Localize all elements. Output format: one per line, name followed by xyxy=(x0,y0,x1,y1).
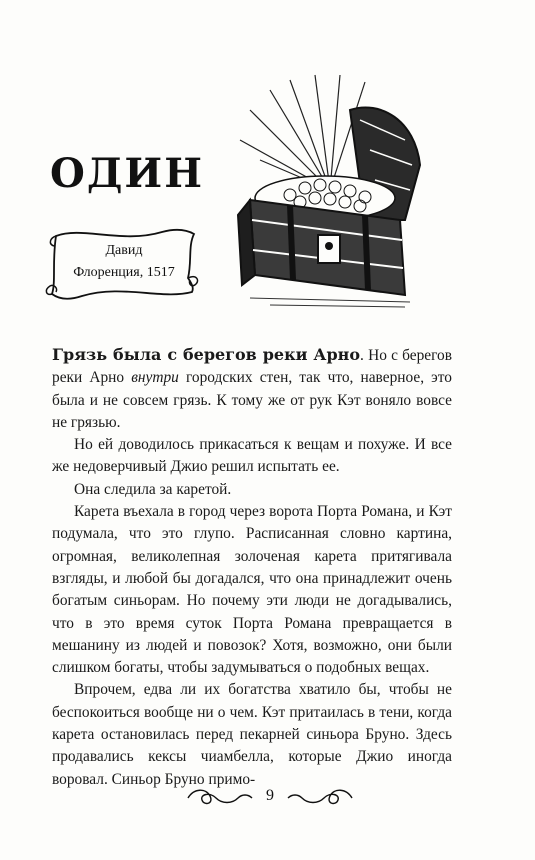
italic-word: внутри xyxy=(131,369,179,387)
page-footer xyxy=(180,782,360,812)
banner-name: Давид xyxy=(105,243,143,258)
paragraph-1 xyxy=(52,344,452,434)
chapter-title: ОДИН xyxy=(50,150,204,197)
paragraph-4: Карета въехала в город через ворота Порта Романа, и Кэт подумала, что это глупо. Расписанная словно картина, огромная, великолепная золоченая карета притягивала взгляды, и любой бы догадался, что она принадлежит очень богатым синьорам. Но почему эти люди не догадывались, что в это время суток Порта Романа превращается в мешанину из людей и повозок? Хотя, возможно, они были слишком богаты, чтобы задумываться о подобных вещах. xyxy=(52,503,452,677)
paragraph-1-text-a: . Но с берегов реки Арно xyxy=(52,347,452,387)
chapter-body xyxy=(52,344,452,791)
opening-words: Грязь была с берегов реки Арно xyxy=(52,345,361,364)
paragraph-5: Впрочем, едва ли их богатства хватило бы, чтобы не беспокоиться вообще ни о чем. Кэт притаилась в тени, когда карета остановилась перед пекарней синьора Бруно. Здесь продавались кексы чиамбелла, которые Джио иногда воровал. Синьор Бруно примо- xyxy=(52,681,452,788)
paragraph-2: Но ей доводилось прикасаться к вещам и похуже. И все же недоверчивый Джио решил испытать ее. xyxy=(52,436,452,476)
banner-place-year: Флоренция, 1517 xyxy=(73,265,175,280)
page-number: 9 xyxy=(266,787,274,804)
banner-text xyxy=(64,240,184,284)
treasure-chest-illustration xyxy=(230,70,430,310)
paragraph-1-text-b: городских стен, так что, наверное, это была и не совсем грязь. К тому же от рук Кэт воняло вовсе не грязью. xyxy=(52,369,452,431)
paragraph-3: Она следила за каретой. xyxy=(74,480,232,498)
